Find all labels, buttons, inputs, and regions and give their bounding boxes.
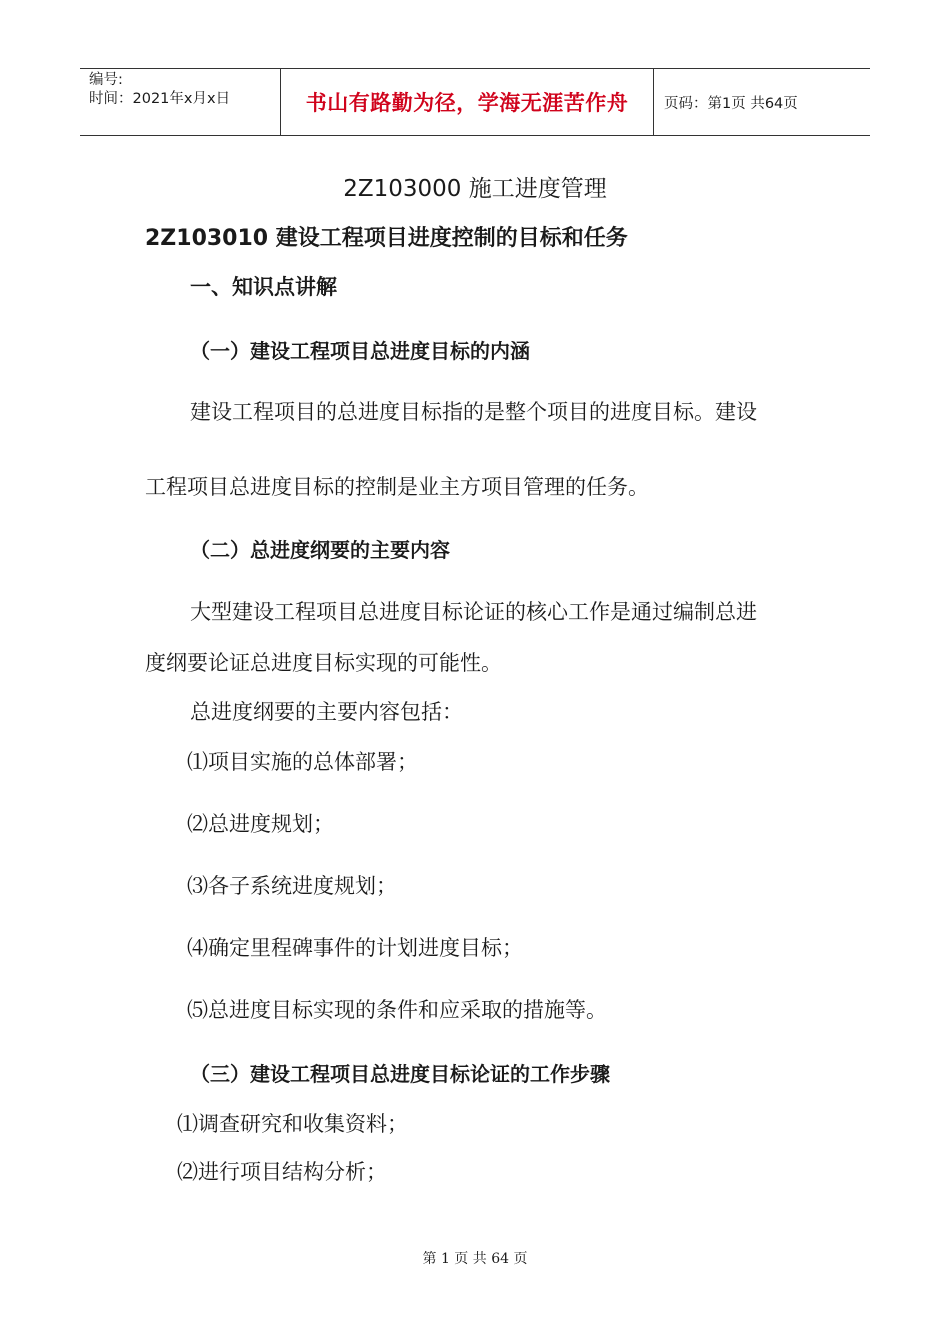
list-item: ⑴调查研究和收集资料； — [177, 1112, 408, 1136]
list-item: ⑵总进度规划； — [187, 812, 334, 836]
document-number-label: 编号: — [89, 72, 123, 88]
header-page-cell — [654, 69, 870, 135]
list-item: ⑸总进度目标实现的条件和应采取的措施等。 — [187, 998, 607, 1022]
page-footer: 第 1 页 共 64 页 — [422, 1251, 528, 1267]
paragraph-2-line-1: 大型建设工程项目总进度目标论证的核心工作是通过编制总进 — [190, 600, 757, 624]
paragraph-3: 总进度纲要的主要内容包括： — [190, 700, 463, 724]
section-heading: 一、知识点讲解 — [190, 275, 337, 299]
list-item: ⑵进行项目结构分析； — [177, 1160, 387, 1184]
header-table — [80, 68, 870, 136]
header-motto-cell — [281, 69, 654, 135]
subsection-heading-3: （三）建设工程项目总进度目标论证的工作步骤 — [190, 1062, 610, 1086]
subsection-heading-2: （二）总进度纲要的主要内容 — [190, 538, 450, 562]
header-motto: 书山有路勤为径，学海无涯苦作舟 — [305, 91, 629, 115]
paragraph-2-line-2: 度纲要论证总进度目标实现的可能性。 — [145, 651, 502, 675]
header-page-info: 页码：第1页 共64页 — [664, 95, 798, 112]
header-meta-cell — [80, 69, 281, 135]
list-item: ⑶各子系统进度规划； — [187, 874, 397, 898]
subsection-heading-1: （一）建设工程项目总进度目标的内涵 — [190, 339, 530, 363]
section-title: 2Z103010 建设工程项目进度控制的目标和任务 — [145, 226, 628, 251]
list-item: ⑷确定里程碑事件的计划进度目标； — [187, 936, 523, 960]
document-date: 时间：2021年x月x日 — [89, 91, 231, 107]
paragraph-1-line-1: 建设工程项目的总进度目标指的是整个项目的进度目标。建设 — [190, 400, 757, 424]
main-title: 2Z103000 施工进度管理 — [343, 176, 607, 202]
list-item: ⑴项目实施的总体部署； — [187, 750, 418, 774]
paragraph-1-line-2: 工程项目总进度目标的控制是业主方项目管理的任务。 — [145, 475, 649, 499]
